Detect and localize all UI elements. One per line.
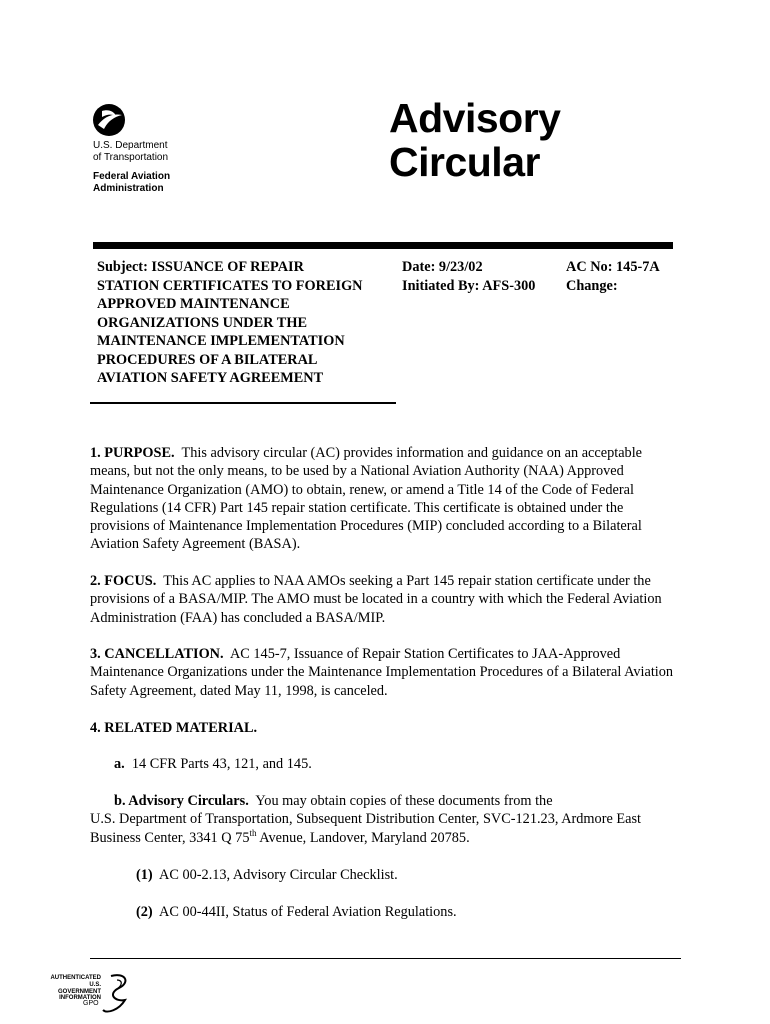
subject-block [97,258,397,388]
purpose-text: This advisory circular (AC) provides information and guidance on an acceptable means, but not the only means, to be used by a National Aviation Authority (NAA) Approved Maintenance Organization (AMO) to obtain, renew, or amend a Title 14 of the Code of Federal Regulations (14 CFR) Part 145 repair station certificate. This certificate is obtained under the provisions of Maintenance Implementation Procedures (MIP) concluded according to a Bilateral Aviation Safety Agreement (BASA). [90,445,643,553]
gpo-line: U.S. GOVERNMENT [57,981,101,995]
item-b-line: U.S. Department of Transportation, Subsequent Distribution Center, SVC-121.23, Ardmore East [90,811,642,828]
subject-line: MAINTENANCE IMPLEMENTATION [97,333,345,349]
circular-list-item [136,866,676,884]
subject-line: APPROVED MAINTENANCE [97,296,290,312]
gpo-line: AUTHENTICATED [50,975,101,981]
subject-line: AVIATION SAFETY AGREEMENT [97,370,324,386]
list-item-label: (2) [136,904,153,920]
faa-line: Federal Aviation [93,171,171,182]
ac-number-block [566,258,660,295]
ordinal-suffix: th [249,827,257,838]
related-item-a [114,755,674,773]
item-b-line [90,829,690,847]
faa-line: Administration [93,182,164,194]
item-b-heading: b. Advisory Circulars. [114,793,249,809]
advisory-circular-title [389,96,560,184]
subject-line: STATION CERTIFICATES TO FOREIGN [97,277,363,294]
header-divider [93,242,673,249]
date-field: Date: 9/23/02 [402,259,483,275]
item-b-text: You may obtain copies of these documents from the [255,793,553,809]
item-a-text: 14 CFR Parts 43, 121, and 145. [131,756,312,772]
title-line: Advisory [389,95,561,141]
gpo-authentication-text [45,975,101,1002]
purpose-paragraph [90,444,682,554]
focus-heading: 2. FOCUS. [90,573,157,589]
gpo-line: INFORMATION [59,995,101,1002]
circular-list-item [136,903,676,921]
cancellation-paragraph [90,645,682,700]
subject-line: PROCEDURES OF A BILATERAL [97,351,318,368]
department-name [93,140,168,163]
related-item-b [90,792,690,847]
faa-name [93,171,170,194]
change-field: Change: [566,277,618,294]
initiated-by-field: Initiated By: AFS-300 [402,277,536,294]
department-line: of Transportation [93,151,169,163]
subject-line: Subject: ISSUANCE OF REPAIR [97,259,304,275]
cancellation-text: AC 145-7, Issuance of Repair Station Certificates to JAA-Approved Maintenance Organizations under the Maintenance Implementation Procedures of a Bilateral Aviation Safety Agreement, dated May 11, 1998, is canceled. [90,646,674,699]
subject-line: ORGANIZATIONS UNDER THE [97,314,307,331]
item-b-line [90,792,690,810]
list-item-text: AC 00-2.13, Advisory Circular Checklist. [159,867,398,883]
ac-number-field: AC No: 145-7A [566,259,660,275]
item-b-address-cont: Avenue, Landover, Maryland 20785. [256,829,470,846]
purpose-heading: 1. PURPOSE. [90,445,175,461]
title-line: Circular [389,139,540,185]
focus-paragraph [90,572,682,627]
date-block [402,258,535,295]
item-b-address: Business Center, 3341 Q 75 [90,829,250,846]
cancellation-heading: 3. CANCELLATION. [90,646,224,662]
related-material-heading: 4. RELATED MATERIAL. [90,720,258,736]
gpo-label: GPO [83,1000,99,1007]
list-item-text: AC 00-44II, Status of Federal Aviation Regulations. [159,904,457,920]
department-line: U.S. Department [93,140,168,151]
list-item-label: (1) [136,867,153,883]
focus-text: This AC applies to NAA AMOs seeking a Part 145 repair station certificate under the provisions of a BASA/MIP. The AMO must be located in a country with which the Federal Aviation Administration (FAA) has concluded a BASA/MIP. [90,573,662,626]
item-a-label: a. [114,756,125,772]
related-material-paragraph [90,719,682,737]
footer-divider [90,958,681,959]
subject-divider [90,402,396,404]
dot-logo-icon [92,103,126,137]
